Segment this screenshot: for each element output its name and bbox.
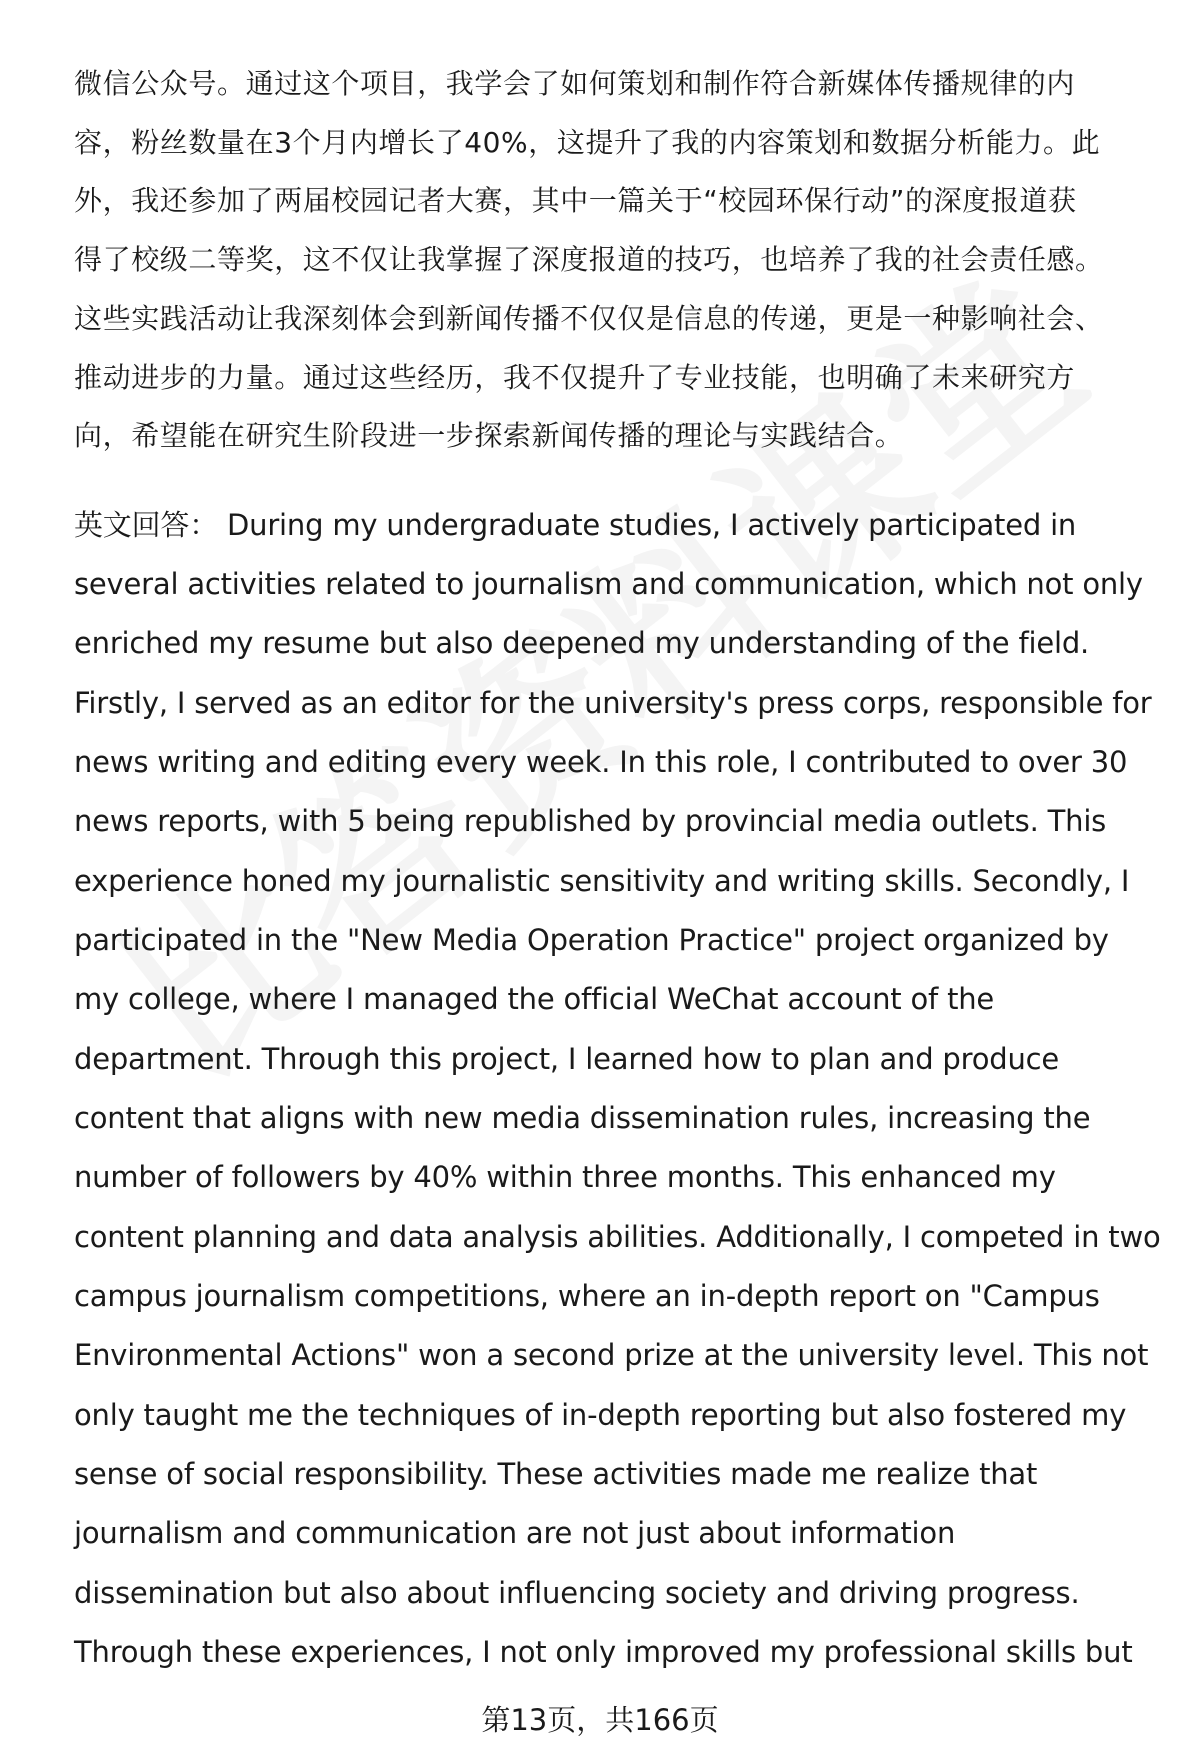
body-line: my college, where I managed the official WeChat account of the (74, 982, 995, 1016)
body-line: number of followers by 40% within three months. This enhanced my (74, 1160, 1056, 1194)
body-line: Firstly, I served as an editor for the university's press corps, responsible for (74, 686, 1152, 720)
body-line: 得了校级二等奖，这不仅让我掌握了深度报道的技巧，也培养了我的社会责任感。 (74, 243, 1104, 276)
body-line: campus journalism competitions, where an in-depth report on "Campus (74, 1279, 1100, 1313)
body-line: journalism and communication are not just about information (74, 1516, 956, 1550)
body-line: several activities related to journalism and communication, which not only (74, 567, 1143, 601)
page-number-footer: 第13页，共166页 (481, 1703, 719, 1737)
body-line: Through these experiences, I not only improved my professional skills but (74, 1635, 1133, 1669)
body-line: 外，我还参加了两届校园记者大赛，其中一篇关于“校园环保行动”的深度报道获 (74, 184, 1077, 217)
body-line: participated in the "New Media Operation Practice" project organized by (74, 923, 1109, 957)
body-line: enriched my resume but also deepened my understanding of the field. (74, 626, 1090, 660)
body-line: 容，粉丝数量在3个月内增长了40%，这提升了我的内容策划和数据分析能力。此 (74, 126, 1101, 159)
body-line: news writing and editing every week. In this role, I contributed to over 30 (74, 745, 1128, 779)
body-line: sense of social responsibility. These activities made me realize that (74, 1457, 1038, 1491)
body-line: 这些实践活动让我深刻体会到新闻传播不仅仅是信息的传递，更是一种影响社会、 (74, 302, 1104, 335)
body-line: 推动进步的力量。通过这些经历，我不仅提升了专业技能，也明确了未来研究方 (74, 361, 1076, 394)
body-line: 向，希望能在研究生阶段进一步探索新闻传播的理论与实践结合。 (74, 419, 904, 452)
body-line: dissemination but also about influencing society and driving progress. (74, 1576, 1080, 1610)
body-line: 微信公众号。通过这个项目，我学会了如何策划和制作符合新媒体传播规律的内 (74, 67, 1076, 100)
body-line: content planning and data analysis abilities. Additionally, I competed in two (74, 1220, 1161, 1254)
body-line: Environmental Actions" won a second prize at the university level. This not (74, 1338, 1149, 1372)
body-line: experience honed my journalistic sensitivity and writing skills. Secondly, I (74, 864, 1130, 898)
body-line: department. Through this project, I learned how to plan and produce (74, 1042, 1060, 1076)
body-line: content that aligns with new media dissemination rules, increasing the (74, 1101, 1091, 1135)
answer-label-line: 英文回答： During my undergraduate studies, I actively participated in (74, 508, 1077, 542)
body-line: news reports, with 5 being republished by provincial media outlets. This (74, 804, 1107, 838)
body-line: only taught me the techniques of in-depth reporting but also fostered my (74, 1398, 1127, 1432)
